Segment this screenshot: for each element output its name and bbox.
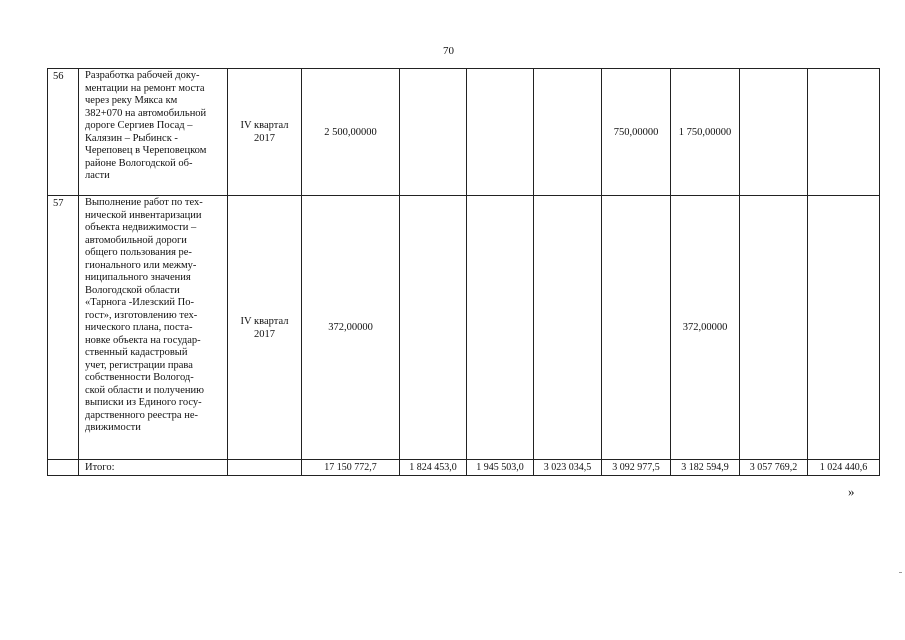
amount-cell — [467, 196, 534, 460]
description-line: нической инвентаризации — [85, 209, 202, 221]
description-line: ниципального значения — [85, 272, 191, 283]
amount-cell: 1 750,00000 — [671, 69, 740, 196]
period-year: 2017 — [254, 133, 275, 144]
description-line: ской области и получению — [85, 384, 204, 396]
row-description — [79, 196, 228, 460]
description-line: новке объекта на государ- — [85, 334, 201, 346]
description-line: дороге Сергиев Посад – — [85, 120, 193, 131]
description-line: 382+070 на автомобильной — [85, 107, 207, 119]
total-cell: 372,00000 — [302, 196, 400, 460]
description-line: дарственного реестра не- — [85, 409, 198, 421]
period-cell — [228, 196, 302, 460]
amount-cell — [534, 196, 602, 460]
amount-cell: 750,00000 — [602, 69, 671, 196]
table-row — [48, 69, 880, 196]
page-number: 70 — [443, 45, 454, 57]
description-line: общего пользования ре- — [85, 247, 192, 258]
description-line: районе Вологодской об- — [85, 157, 193, 169]
totals-label: Итого: — [79, 460, 228, 476]
description-line: движимости — [85, 422, 141, 433]
period-quarter: IV квартал — [240, 120, 289, 131]
closing-quote: » — [848, 484, 855, 499]
description-line: нического плана, поста- — [85, 322, 193, 333]
description-line: гост», изготовлению тех- — [85, 309, 198, 321]
description-line: ственный кадастровый — [85, 347, 188, 358]
row-number — [48, 460, 79, 476]
table-row — [48, 196, 880, 460]
description-line: Калязин – Рыбинск - — [85, 132, 178, 144]
amount-cell — [534, 69, 602, 196]
row-number: 57 — [48, 196, 79, 460]
row-description — [79, 69, 228, 196]
period-cell — [228, 69, 302, 196]
total-cell: 17 150 772,7 — [302, 460, 400, 476]
description-line: ласти — [85, 170, 110, 181]
amount-cell: 3 182 594,9 — [671, 460, 740, 476]
period-cell — [228, 460, 302, 476]
amount-cell: 1 824 453,0 — [400, 460, 467, 476]
amount-cell: 1 024 440,6 — [808, 460, 880, 476]
amount-cell — [602, 196, 671, 460]
description-line: выписки из Единого госу- — [85, 397, 202, 408]
period-quarter: IV квартал — [240, 315, 289, 327]
description-line: Вологодской области — [85, 284, 180, 296]
amount-cell — [400, 196, 467, 460]
description-line: объекта недвижимости – — [85, 222, 197, 233]
description-line: ментации на ремонт моста — [85, 82, 205, 94]
description-line: Череповец в Череповецком — [85, 145, 207, 156]
description-line: Разработка рабочей доку- — [85, 70, 200, 81]
description-line: Выполнение работ по тех- — [85, 197, 203, 208]
totals-row — [48, 460, 880, 476]
description-line: собственности Вологод- — [85, 372, 194, 383]
row-number: 56 — [48, 69, 79, 196]
amount-cell: 372,00000 — [671, 196, 740, 460]
scan-mark — [899, 572, 902, 573]
amount-cell — [808, 196, 880, 460]
description-line: автомобильной дороги — [85, 234, 187, 246]
amount-cell — [740, 69, 808, 196]
description-line: учет, регистрации права — [85, 359, 193, 371]
amount-cell: 1 945 503,0 — [467, 460, 534, 476]
description-line: «Тарнога -Илезский По- — [85, 297, 194, 308]
amount-cell — [467, 69, 534, 196]
amount-cell: 3 023 034,5 — [534, 460, 602, 476]
amount-cell: 3 092 977,5 — [602, 460, 671, 476]
budget-table — [47, 68, 880, 476]
amount-cell — [740, 196, 808, 460]
description-line: через реку Мякса км — [85, 95, 178, 106]
description-line: гионального или межму- — [85, 259, 197, 271]
period-year: 2017 — [254, 328, 275, 340]
amount-cell — [808, 69, 880, 196]
amount-cell: 3 057 769,2 — [740, 460, 808, 476]
total-cell: 2 500,00000 — [302, 69, 400, 196]
amount-cell — [400, 69, 467, 196]
